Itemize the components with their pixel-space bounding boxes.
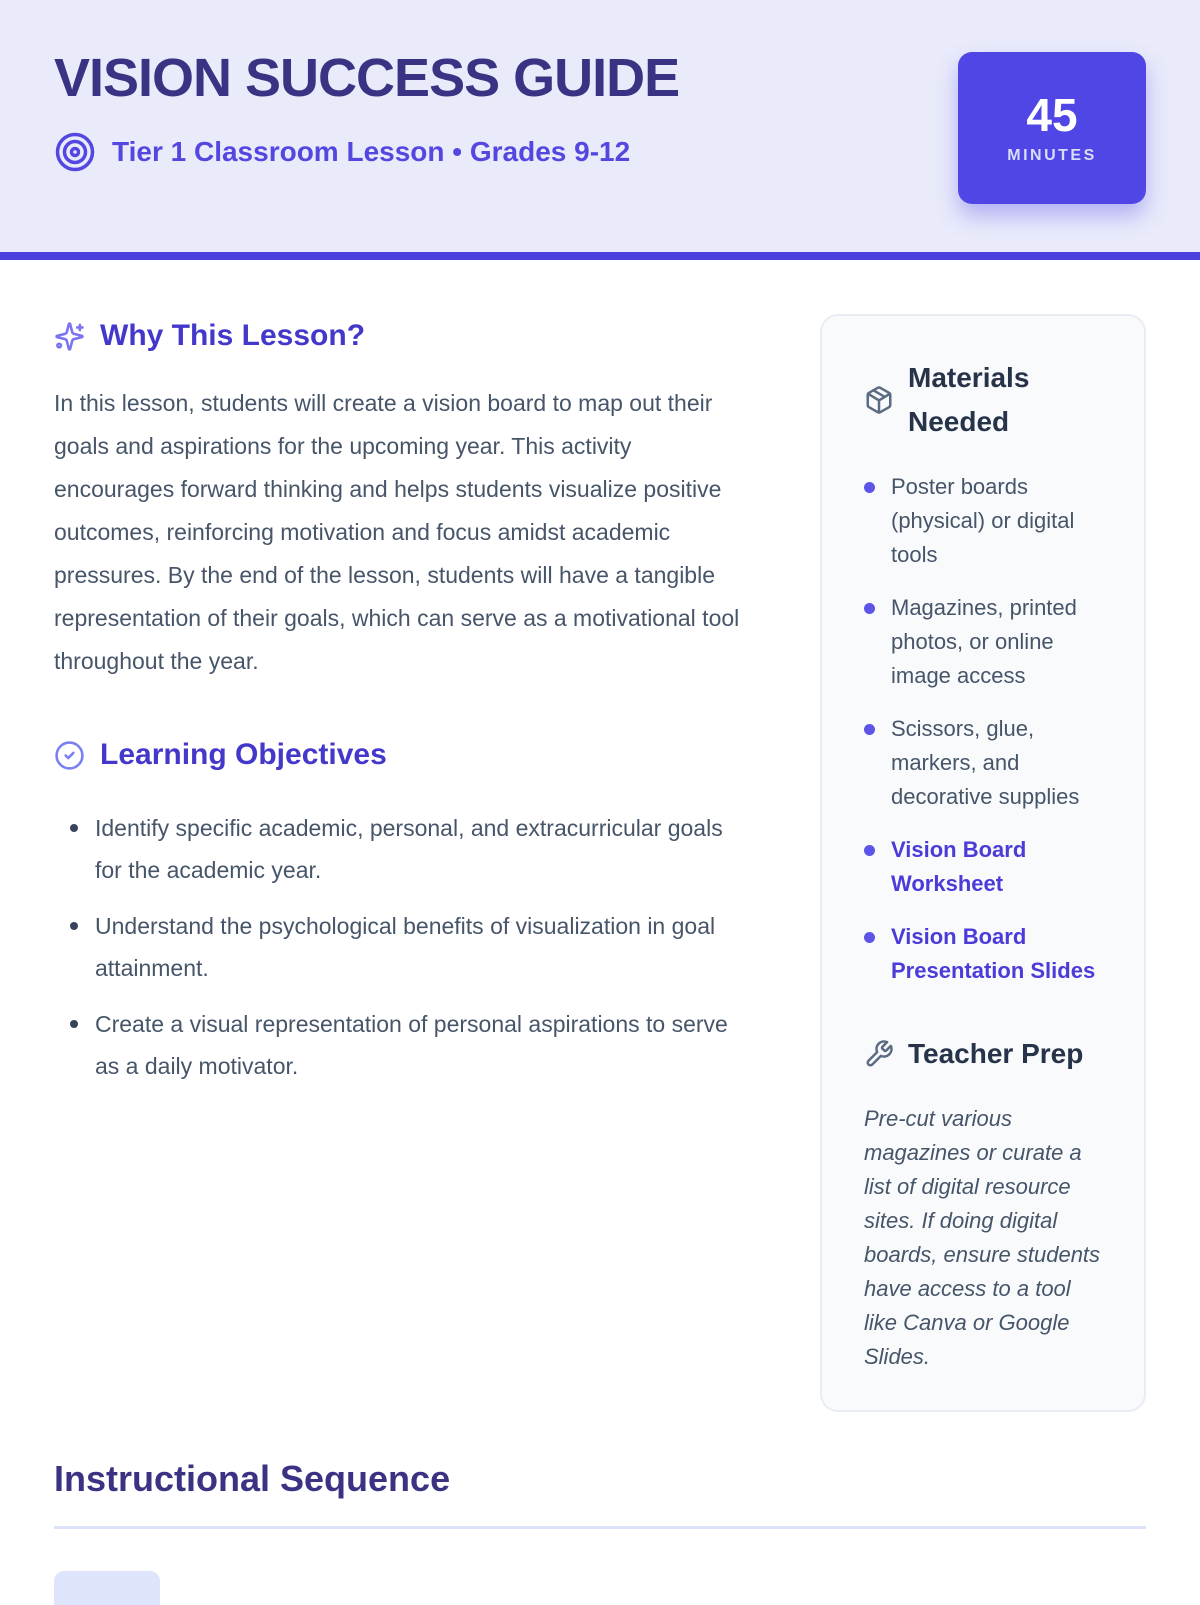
- duration-badge: [958, 52, 1146, 204]
- material-text: Poster boards (physical) or digital tools: [891, 474, 1075, 567]
- teacher-prep-body: Pre-cut various magazines or curate a list of digital resource sites. If doing digital boards, ensure students have access to a tool like Canva or Google Slides.: [864, 1106, 1101, 1369]
- objective-item: [54, 905, 747, 989]
- worksheet-link[interactable]: Vision Board Worksheet: [891, 837, 1027, 896]
- material-text: Magazines, printed photos, or online image access: [891, 595, 1077, 688]
- material-item: [864, 591, 1108, 693]
- objective-item: [54, 807, 747, 891]
- header-text-block: [54, 50, 679, 173]
- objective-text: Create a visual representation of personal aspirations to serve as a daily motivator.: [95, 1011, 728, 1079]
- objectives-heading-row: [54, 733, 747, 777]
- bullet-dot: [864, 603, 875, 614]
- materials-sidebar-card: [820, 314, 1146, 1412]
- main-column: [54, 314, 747, 1101]
- bullet-dot: [70, 922, 78, 930]
- objective-text: Understand the psychological benefits of visualization in goal attainment.: [95, 913, 716, 981]
- instructional-sequence-section: [0, 1458, 1200, 1605]
- target-icon: [54, 131, 96, 173]
- material-item: [864, 712, 1108, 814]
- package-icon: [864, 385, 894, 415]
- materials-heading: Materials Needed: [908, 362, 1030, 437]
- why-section-heading: Why This Lesson?: [100, 319, 366, 352]
- bullet-dot: [70, 1020, 78, 1028]
- subtitle-text: Tier 1 Classroom Lesson • Grades 9-12: [112, 135, 631, 167]
- why-section-heading-row: [54, 314, 747, 358]
- objectives-heading: Learning Objectives: [100, 738, 387, 771]
- teacher-prep-heading: Teacher Prep: [908, 1038, 1084, 1069]
- page-title: VISION SUCCESS GUIDE: [54, 48, 680, 108]
- lesson-subtitle: [54, 131, 679, 173]
- objective-item: [54, 1003, 747, 1087]
- materials-heading-row: [864, 356, 1108, 444]
- teacher-prep-heading-row: [864, 1032, 1108, 1076]
- materials-list: [864, 470, 1108, 988]
- wrench-icon: [864, 1039, 894, 1069]
- duration-unit: MINUTES: [1007, 147, 1097, 164]
- bullet-dot: [864, 932, 875, 943]
- bullet-dot: [70, 824, 78, 832]
- material-item-link: [864, 920, 1108, 988]
- material-text: Scissors, glue, markers, and decorative supplies: [891, 716, 1080, 809]
- sequence-heading: Instructional Sequence: [54, 1458, 451, 1499]
- content-row: [0, 314, 1200, 1412]
- bullet-dot: [864, 845, 875, 856]
- material-item-link: [864, 833, 1108, 901]
- page-header: [0, 0, 1200, 260]
- section-divider: [54, 1526, 1146, 1529]
- bullet-dot: [864, 724, 875, 735]
- presentation-slides-link[interactable]: Vision Board Presentation Slides: [891, 924, 1096, 983]
- material-item: [864, 470, 1108, 572]
- sparkles-icon: [54, 321, 85, 352]
- objectives-list: [54, 807, 747, 1087]
- objective-text: Identify specific academic, personal, and extracurricular goals for the academic year.: [95, 815, 723, 883]
- duration-value: 45: [1026, 89, 1078, 141]
- circle-check-icon: [54, 740, 85, 771]
- bullet-dot: [864, 482, 875, 493]
- why-section-body: In this lesson, students will create a vision board to map out their goals and aspirations for the upcoming year. This activity encourages forward thinking and helps students visualize positive outcomes, reinforcing motivation and focus amidst academic pressures. By the end of the lesson, students will have a tangible representation of their goals, which can serve as a motivational tool throughout the year.: [54, 390, 740, 674]
